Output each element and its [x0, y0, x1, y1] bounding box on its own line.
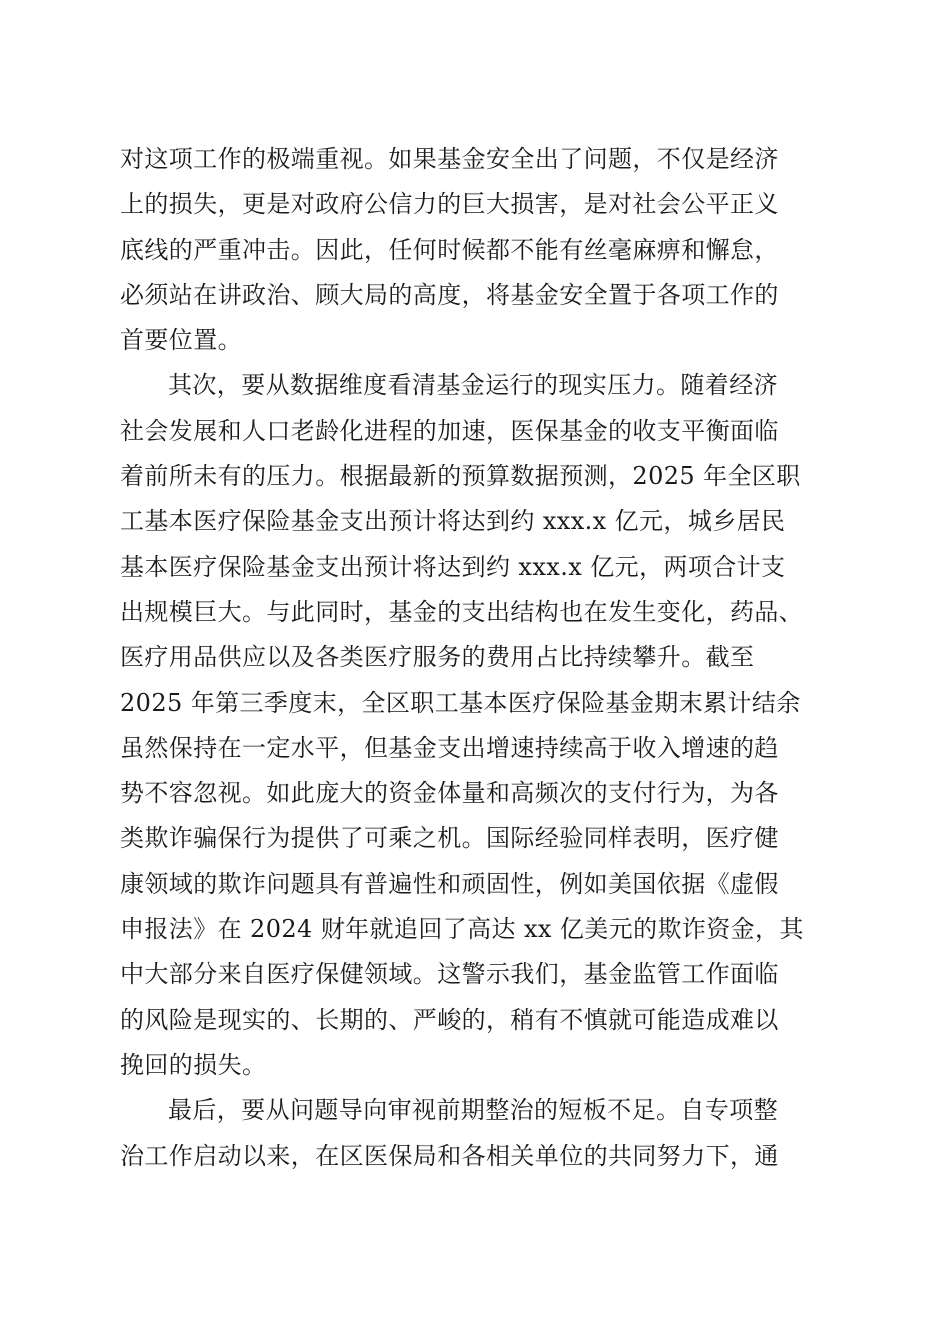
paragraph-start-line: 其次，要从数据维度看清基金运行的现实压力。随着经济: [168, 371, 778, 400]
text-line: 底线的严重冲击。因此，任何时候都不能有丝毫麻痹和懈怠，: [120, 235, 779, 264]
text-line: 势不容忽视。如此庞大的资金体量和高频次的支付行为，为各: [120, 779, 779, 808]
text-line: 挽回的损失。: [120, 1050, 267, 1079]
text-line: 中大部分来自医疗保健领域。这警示我们，基金监管工作面临: [120, 960, 779, 989]
text-line: 上的损失，更是对政府公信力的巨大损害，是对社会公平正义: [120, 190, 779, 219]
text-line: 出规模巨大。与此同时，基金的支出结构也在发生变化，药品、: [120, 597, 804, 626]
text-line: 对这项工作的极端重视。如果基金安全出了问题，不仅是经济: [120, 145, 779, 173]
paragraph-start-line: 最后，要从问题导向审视前期整治的短板不足。自专项整: [168, 1096, 778, 1125]
text-line: 社会发展和人口老龄化进程的加速，医保基金的收支平衡面临: [120, 416, 779, 445]
body-text: [120, 137, 840, 1179]
text-line: 的风险是现实的、长期的、严峻的，稍有不慎就可能造成难以: [120, 1005, 779, 1034]
text-line: 2025 年第三季度末，全区职工基本医疗保险基金期末累计结余: [120, 688, 801, 717]
text-line: 首要位置。: [120, 326, 242, 355]
text-line: 治工作启动以来，在区医保局和各相关单位的共同努力下，通: [120, 1141, 779, 1170]
text-line: 虽然保持在一定水平，但基金支出增速持续高于收入增速的趋: [120, 733, 779, 762]
text-line: 必须站在讲政治、顾大局的高度，将基金安全置于各项工作的: [120, 280, 779, 309]
text-line: 康领域的欺诈问题具有普遍性和顽固性，例如美国依据《虚假: [120, 869, 779, 898]
text-line: 着前所未有的压力。根据最新的预算数据预测，2025 年全区职: [120, 462, 801, 491]
text-line: 申报法》在 2024 财年就追回了高达 xx 亿美元的欺诈资金，其: [120, 915, 804, 944]
text-line: 基本医疗保险基金支出预计将达到约 xxx.x 亿元，两项合计支: [120, 552, 786, 581]
text-line: 工基本医疗保险基金支出预计将达到约 xxx.x 亿元，城乡居民: [120, 507, 786, 536]
text-line: 医疗用品供应以及各类医疗服务的费用占比持续攀升。截至: [120, 643, 755, 672]
text-line: 类欺诈骗保行为提供了可乘之机。国际经验同样表明，医疗健: [120, 824, 779, 853]
